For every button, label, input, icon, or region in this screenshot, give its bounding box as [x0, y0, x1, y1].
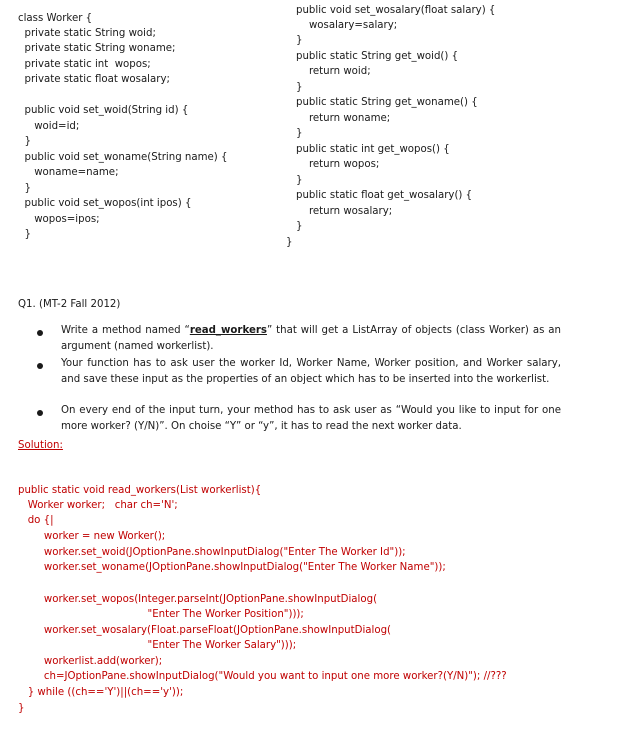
code-line: } — [18, 183, 31, 194]
code-line: } while ((ch=='Y')||(ch=='y')); — [18, 687, 184, 698]
code-line: } — [296, 128, 303, 139]
bullet-text-3: On every end of the input turn, your method has to ask user as “Would you like to input for one more worker? (Y/N)”. On choise “Y” or “y”, it has to read the next worker data. — [61, 405, 561, 432]
code-line: public void set_woname(String name) { — [18, 152, 228, 163]
code-line: worker = new Worker(); — [18, 531, 166, 542]
code-line: } — [296, 221, 303, 232]
code-line: do {| — [18, 515, 54, 526]
bullet-text-part: ” that will get a ListArray of objects (class Worker) as an argument (named workerlist). — [61, 325, 561, 352]
code-line: } — [18, 703, 25, 714]
code-line: woid=id; — [18, 121, 80, 132]
code-line: } — [18, 229, 31, 240]
code-line: public static void read_workers(List workerlist){ — [18, 485, 262, 496]
code-line: wosalary=salary; — [296, 20, 398, 31]
code-line: woname=name; — [18, 167, 119, 178]
code-line: return wosalary; — [296, 206, 393, 217]
code-line: return wopos; — [296, 159, 380, 170]
code-line: private static String woname; — [18, 43, 176, 54]
code-line: } — [286, 237, 293, 248]
code-line: } — [18, 136, 31, 147]
code-line: private static String woid; — [18, 28, 156, 39]
code-line: workerlist.add(worker); — [18, 656, 163, 667]
bullet-dot — [37, 330, 43, 336]
code-line: public void set_woid(String id) { — [18, 105, 189, 116]
code-line: public void set_wopos(int ipos) { — [18, 198, 192, 209]
code-line: public static String get_woname() { — [296, 97, 478, 108]
code-line: worker.set_wosalary(Float.parseFloat(JOptionPane.showInputDialog( — [18, 625, 392, 636]
method-name: read_workers — [189, 325, 267, 336]
bullet-text-part: Write a method named “ — [61, 325, 190, 336]
code-line: public static float get_wosalary() { — [296, 190, 473, 201]
code-line: public static String get_woid() { — [296, 51, 459, 62]
bullet-dot — [37, 363, 43, 369]
code-line: return woid; — [296, 66, 371, 77]
code-line: private static int wopos; — [18, 59, 151, 70]
bullet-text-1 — [61, 323, 561, 354]
code-line: } — [296, 82, 303, 93]
code-line: worker.set_wopos(Integer.parseInt(JOptionPane.showInputDialog( — [18, 594, 378, 605]
code-line: worker.set_woid(JOptionPane.showInputDialog("Enter The Worker Id")); — [18, 547, 406, 558]
code-line: } — [296, 175, 303, 186]
code-line: public void set_wosalary(float salary) { — [296, 5, 496, 16]
code-line: ch=JOptionPane.showInputDialog("Would you want to input one more worker?(Y/N)"); //??? — [18, 671, 507, 682]
bullet-dot — [37, 410, 43, 416]
code-line: "Enter The Worker Position"))); — [18, 609, 304, 620]
code-line: return woname; — [296, 113, 391, 124]
code-line: Worker worker; char ch='N'; — [18, 500, 178, 511]
bullet-text-2: Your function has to ask user the worker Id, Worker Name, Worker position, and Worker salary, and save these input as the properties of an object which has to be inserted into the workerlist. — [61, 358, 561, 385]
code-line: } — [296, 35, 303, 46]
question-title: Q1. (MT-2 Fall 2012) — [18, 299, 121, 310]
code-line: class Worker { — [18, 13, 93, 24]
code-line: private static float wosalary; — [18, 74, 170, 85]
code-line: "Enter The Worker Salary"))); — [18, 640, 297, 651]
code-line: worker.set_woname(JOptionPane.showInputDialog("Enter The Worker Name")); — [18, 562, 446, 573]
solution-label: Solution: — [18, 440, 63, 451]
code-line: wopos=ipos; — [18, 214, 100, 225]
code-line: public static int get_wopos() { — [296, 144, 450, 155]
